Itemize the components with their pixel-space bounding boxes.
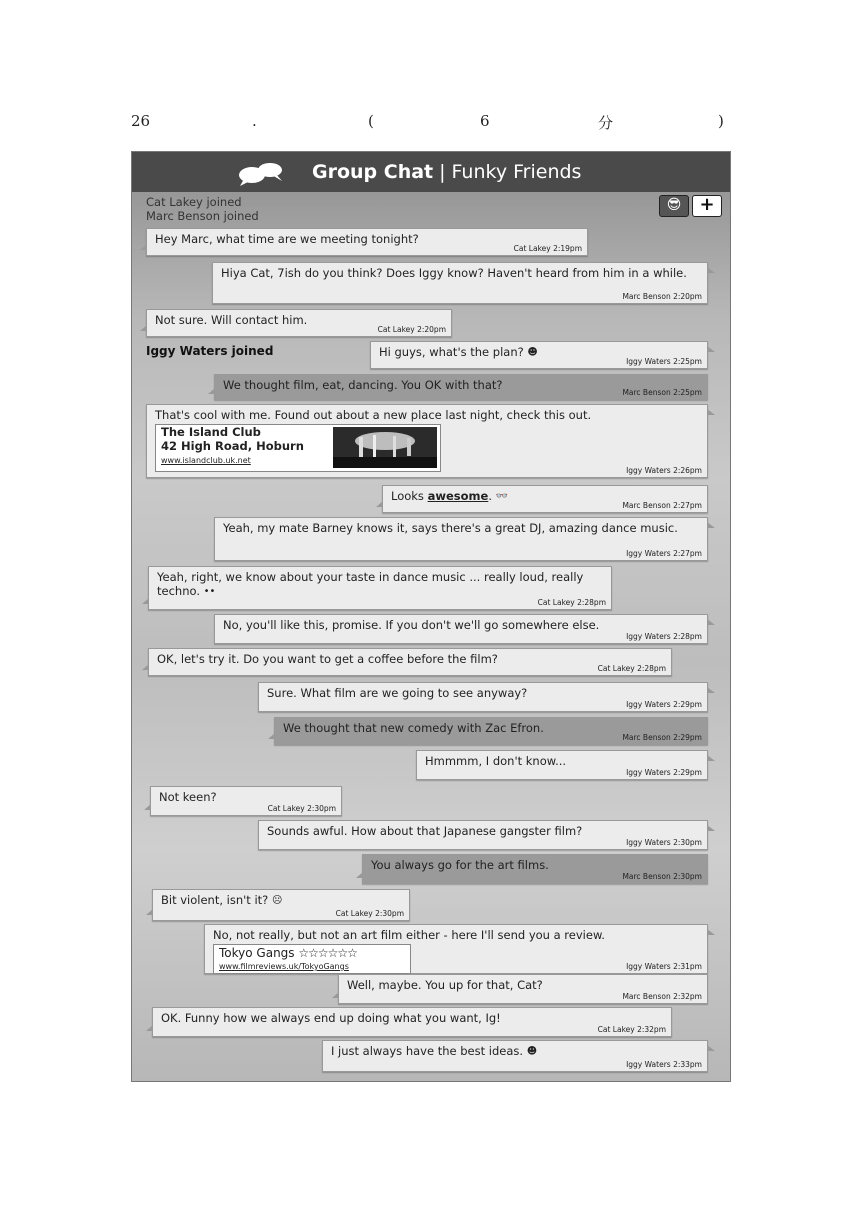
message-bubble (204, 924, 708, 974)
message-meta: Cat Lakey 2:30pm (267, 804, 336, 813)
message-text: You always go for the art films. (371, 858, 549, 872)
message-text-content: Hi guys, what's the plan? (379, 345, 524, 359)
message-text: Not sure. Will contact him. (155, 313, 308, 327)
message-text: No, you'll like this, promise. If you don't we'll go somewhere else. (223, 618, 600, 632)
club-url-link[interactable]: www.islandclub.uk.net (161, 456, 251, 465)
message-bubble (146, 309, 452, 337)
message-text: OK. Funny how we always end up doing what you want, Ig! (161, 1011, 501, 1025)
club-photo-image (333, 427, 437, 468)
message-text-pre: Looks (391, 489, 424, 503)
question-points: 6 (480, 112, 490, 130)
message-text: Well, maybe. You up for that, Cat? (347, 978, 543, 992)
system-join-iggy-text: Iggy Waters joined (146, 344, 274, 358)
message-text: Hiya Cat, 7ish do you think? Does Iggy know? Haven't heard from him in a while. (221, 266, 687, 280)
message-meta: Iggy Waters 2:29pm (626, 768, 702, 777)
message-meta: Cat Lakey 2:20pm (377, 325, 446, 334)
sunglasses-icon: 👓 (495, 490, 509, 502)
chat-header (132, 152, 730, 192)
message-meta: Iggy Waters 2:31pm (626, 962, 702, 971)
chat-bubbles-icon (236, 159, 286, 187)
message-text-content: Bit violent, isn't it? (161, 893, 269, 907)
message-bubble (148, 648, 672, 676)
message-bubble (258, 682, 708, 712)
question-paren-close: ) (718, 112, 724, 130)
message-meta: Marc Benson 2:27pm (622, 501, 702, 510)
message-text-content: Yeah, right, we know about your taste in dance music ... really loud, really techno. (157, 570, 584, 598)
message-meta: Cat Lakey 2:30pm (335, 909, 404, 918)
club-address: 42 High Road, Hoburn (161, 439, 304, 453)
question-header (0, 112, 865, 136)
sad-face-icon: ☹ (271, 894, 283, 906)
club-link-card[interactable] (155, 424, 441, 472)
chat-title-group: Funky Friends (451, 161, 582, 183)
message-text (331, 1044, 697, 1059)
message-meta: Marc Benson 2:20pm (622, 292, 702, 301)
message-text: Sounds awful. How about that Japanese gangster film? (267, 824, 583, 838)
rating-stars-icon: ☆☆☆☆☆☆ (298, 946, 357, 960)
message-bubble (214, 374, 708, 400)
message-meta: Cat Lakey 2:28pm (537, 598, 606, 607)
message-text: We thought that new comedy with Zac Efron. (283, 721, 544, 735)
message-text: No, not really, but not an art film either - here I'll send you a review. (213, 928, 605, 942)
chat-title-bold: Group Chat (312, 161, 434, 183)
film-review-link-card[interactable] (213, 944, 411, 974)
message-meta: Iggy Waters 2:33pm (626, 1060, 702, 1069)
message-bubble (322, 1040, 708, 1072)
message-bubble (382, 485, 708, 513)
message-bubble (362, 854, 708, 884)
message-bubble (150, 786, 342, 816)
question-number: 26 (131, 112, 151, 130)
message-bubble (148, 566, 612, 610)
message-meta: Marc Benson 2:32pm (622, 992, 702, 1001)
group-chat-panel (131, 151, 731, 1082)
message-text-emphasis: awesome (427, 489, 489, 503)
techno-emoticon-icon: •• (203, 585, 216, 597)
message-bubble (416, 750, 708, 780)
message-text-post: . (488, 489, 492, 503)
message-text: We thought film, eat, dancing. You OK with that? (223, 378, 503, 392)
message-meta: Marc Benson 2:25pm (622, 388, 702, 397)
message-bubble (146, 404, 708, 478)
emoji-button[interactable]: 😎 (659, 195, 689, 217)
message-meta: Cat Lakey 2:32pm (597, 1025, 666, 1034)
message-text (157, 570, 601, 599)
message-text: Hey Marc, what time are we meeting tonight? (155, 232, 419, 246)
question-paren-open: ( (368, 112, 374, 130)
message-text: Hmmmm, I don't know... (425, 754, 567, 768)
add-button[interactable]: + (692, 195, 722, 217)
message-bubble (146, 228, 588, 256)
message-meta: Marc Benson 2:30pm (622, 872, 702, 881)
question-unit: 分 (598, 114, 614, 132)
message-meta: Marc Benson 2:29pm (622, 733, 702, 742)
club-name: The Island Club (161, 425, 261, 439)
message-text: Not keen? (159, 790, 217, 804)
message-text (161, 893, 399, 908)
message-bubble (274, 717, 708, 745)
message-meta: Iggy Waters 2:29pm (626, 700, 702, 709)
message-meta: Iggy Waters 2:27pm (626, 549, 702, 558)
question-dot: . (252, 112, 257, 130)
chat-title (312, 161, 581, 183)
message-bubble (152, 1007, 672, 1037)
system-join-cat: Cat Lakey joined (146, 195, 242, 209)
message-bubble (152, 889, 410, 921)
top-icons (656, 195, 722, 217)
smiley-icon: ☻ (527, 346, 538, 358)
message-bubble (258, 820, 708, 850)
message-text-content: I just always have the best ideas. (331, 1044, 524, 1058)
system-join-marc: Marc Benson joined (146, 209, 259, 223)
message-text: OK, let's try it. Do you want to get a coffee before the film? (157, 652, 498, 666)
message-bubble (214, 517, 708, 561)
message-meta: Iggy Waters 2:26pm (626, 466, 702, 475)
message-bubble (338, 974, 708, 1004)
review-url-link[interactable]: www.filmreviews.uk/TokyoGangs (219, 962, 349, 971)
title-separator: | (439, 161, 446, 183)
review-film-name (219, 946, 357, 960)
system-join-iggy (146, 344, 273, 358)
message-meta: Iggy Waters 2:25pm (626, 357, 702, 366)
message-meta: Cat Lakey 2:19pm (513, 244, 582, 253)
message-bubble (370, 341, 708, 369)
message-meta: Iggy Waters 2:30pm (626, 838, 702, 847)
club-photo (333, 427, 437, 468)
message-text: Yeah, my mate Barney knows it, says there's a great DJ, amazing dance music. (223, 521, 678, 535)
message-meta: Cat Lakey 2:28pm (597, 664, 666, 673)
message-text: That's cool with me. Found out about a new place last night, check this out. (155, 408, 592, 422)
message-bubble (214, 614, 708, 644)
grin-icon: ☻ (526, 1045, 538, 1057)
review-film-title: Tokyo Gangs (219, 946, 295, 960)
message-bubble (212, 262, 708, 304)
message-text: Sure. What film are we going to see anyway? (267, 686, 528, 700)
message-meta: Iggy Waters 2:28pm (626, 632, 702, 641)
